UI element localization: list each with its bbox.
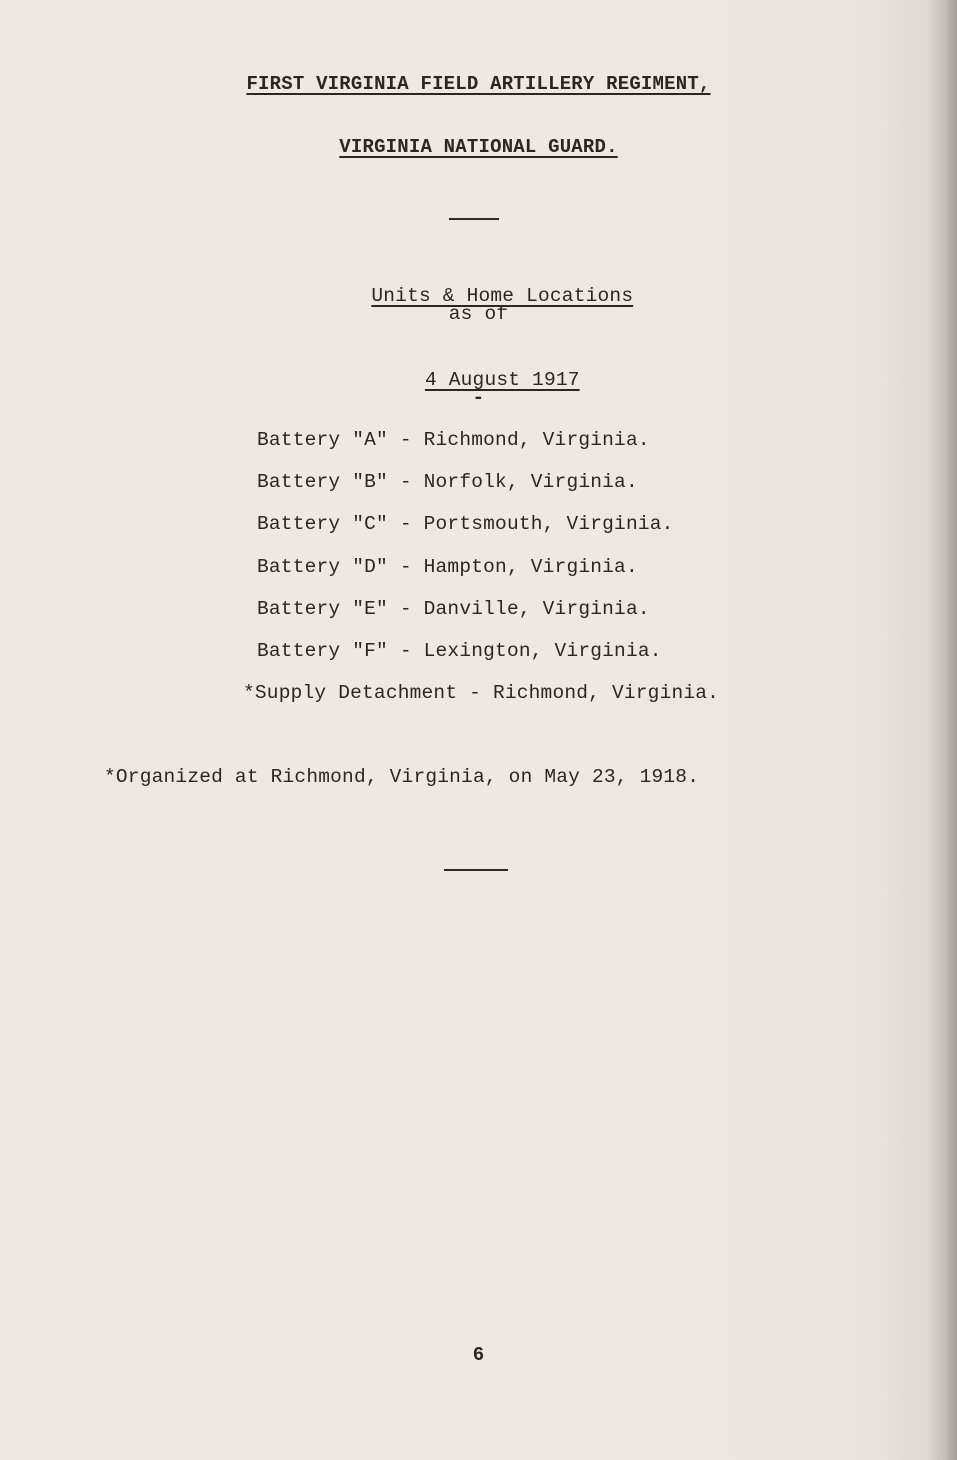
as-of-date: 4 August 1917 [424, 369, 580, 391]
page-edge-shadow [929, 0, 957, 1460]
page-number: 6 [472, 1344, 485, 1366]
dash-separator: - [472, 387, 485, 409]
unit-battery-f: Battery "F" - Lexington, Virginia. [257, 640, 662, 662]
document-title-line-1: FIRST VIRGINIA FIELD ARTILLERY REGIMENT, [246, 73, 711, 95]
footnote: *Organized at Richmond, Virginia, on May 23, 1918. [104, 766, 700, 788]
unit-battery-b: Battery "B" - Norfolk, Virginia. [257, 471, 638, 493]
unit-battery-d: Battery "D" - Hampton, Virginia. [257, 556, 638, 578]
unit-battery-c: Battery "C" - Portsmouth, Virginia. [257, 513, 674, 535]
unit-supply-detachment: *Supply Detachment - Richmond, Virginia. [243, 682, 720, 704]
document-title-line-2: VIRGINIA NATIONAL GUARD. [339, 136, 618, 158]
subtitle: Units & Home Locations [371, 285, 634, 307]
unit-battery-e: Battery "E" - Danville, Virginia. [257, 598, 650, 620]
unit-battery-a: Battery "A" - Richmond, Virginia. [257, 429, 650, 451]
bottom-divider [444, 869, 508, 871]
as-of-label: as of [448, 303, 509, 325]
section-divider [449, 218, 499, 220]
